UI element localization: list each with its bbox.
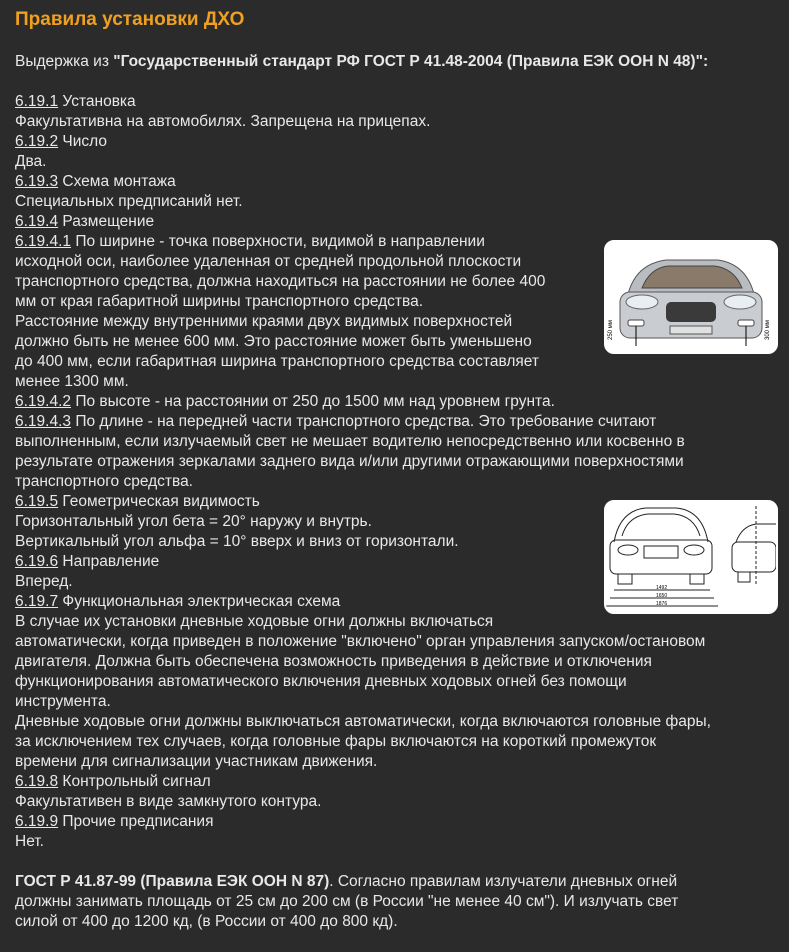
line-text: Нет. — [15, 833, 44, 850]
text-line — [15, 372, 595, 392]
source-title: Государственный стандарт РФ ГОСТ Р 41.48-2004 (Правила ЕЭК ООН N 48) — [120, 53, 696, 70]
section-link[interactable]: 6.19.4 — [15, 213, 59, 230]
line-text: за исключением тех случаев, когда головные фары включаются на короткий промежуток — [15, 733, 657, 750]
fig2-dim-c: 1876 — [656, 601, 668, 607]
line-text: Число — [58, 133, 107, 150]
text-line — [15, 612, 785, 632]
text-line — [15, 632, 785, 652]
line-text: двигателя. Должна быть обеспечена возможность приведения в действие и отключения — [15, 653, 652, 670]
text-line — [15, 332, 595, 352]
text-line — [15, 732, 785, 752]
line-text: По высоте - на расстоянии от 250 до 1500 мм над уровнем грунта. — [71, 393, 555, 410]
page-title: Правила установки ДХО — [15, 9, 245, 30]
fig1-dim-a: 250 мм — [608, 320, 614, 340]
line-text: По ширине - точка поверхности, видимой в направлении — [71, 233, 485, 250]
line-text: выполненным, если излучаемый свет не мешает водителю непосредственно или косвенно в — [15, 433, 685, 450]
car-front-illustration — [606, 242, 776, 352]
text-line — [15, 292, 595, 312]
line-text: Функциональная электрическая схема — [58, 593, 341, 610]
line-text: Факультативна на автомобилях. Запрещена на прицепах. — [15, 113, 431, 130]
line-text: Факультативен в виде замкнутого контура. — [15, 793, 322, 810]
line-text: Размещение — [58, 213, 155, 230]
line-text: Дневные ходовые огни должны выключаться автоматически, когда включаются головные фары, — [15, 713, 711, 730]
text-line — [15, 172, 785, 192]
text-line — [15, 392, 785, 412]
line-text: Контрольный сигнал — [58, 773, 211, 790]
text-line — [15, 252, 595, 272]
line-text: В случае их установки дневные ходовые огни должны включаться — [15, 613, 494, 630]
car-drawing-figure — [604, 500, 778, 614]
intro-prefix: Выдержка из — [15, 53, 114, 70]
line-text: до 400 мм, если габаритная ширина транспортного средства составляет — [15, 353, 539, 370]
car-front-figure — [604, 240, 778, 354]
fig2-dim-a: 1492 — [656, 585, 668, 591]
text-line — [15, 272, 595, 292]
line-text: По длине - на передней части транспортного средства. Это требование считают — [71, 413, 657, 430]
line-text: исходной оси, наиболее удаленная от средней продольной плоскости — [15, 253, 522, 270]
line-text: Два. — [15, 153, 47, 170]
section-link[interactable]: 6.19.4.1 — [15, 233, 72, 250]
text-line — [15, 452, 785, 472]
text-line — [15, 312, 595, 332]
line-text: Расстояние между внутренними краями двух видимых поверхностей — [15, 313, 513, 330]
line-text: инструмента. — [15, 693, 111, 710]
line-text: Установка — [58, 93, 136, 110]
section-link[interactable]: 6.19.1 — [15, 93, 59, 110]
line-text: автоматически, когда приведен в положение "включено" орган управления запуском/остановом — [15, 633, 706, 650]
text-line — [15, 652, 785, 672]
text-line — [15, 432, 785, 452]
text-line — [15, 152, 785, 172]
gost-87-title: ГОСТ Р 41.87-99 (Правила ЕЭК ООН N 87) — [15, 873, 330, 890]
line-text: времени для сигнализации участникам движения. — [15, 753, 378, 770]
line-text: Специальных предписаний нет. — [15, 193, 243, 210]
text-line — [15, 92, 785, 112]
text-line — [15, 352, 595, 372]
line-text: Направление — [58, 553, 160, 570]
quote-close: ": — [695, 53, 709, 70]
section-link[interactable]: 6.19.3 — [15, 173, 59, 190]
quote-open: " — [113, 53, 121, 70]
line-text: транспортного средства. — [15, 473, 193, 490]
line-text: Прочие предписания — [58, 813, 214, 830]
text-line — [15, 752, 785, 772]
text-line — [15, 132, 785, 152]
line-text: должно быть не менее 600 мм. Это расстояние может быть уменьшено — [15, 333, 532, 350]
line-text: менее 1300 мм. — [15, 373, 129, 390]
section-link[interactable]: 6.19.5 — [15, 493, 59, 510]
fig1-dim-b: 300 мм — [765, 320, 771, 340]
line-text: мм от края габаритной ширины транспортного средства. — [15, 293, 423, 310]
line-text: Геометрическая видимость — [58, 493, 260, 510]
gost-87-line-3: силой от 400 до 1200 кд, (в России от 400 до 800 кд). — [15, 913, 398, 930]
section-link[interactable]: 6.19.4.2 — [15, 393, 72, 410]
gost-87-line-2: должны занимать площадь от 25 см до 200 см (в России "не менее 40 см"). И излучать свет — [15, 893, 679, 910]
line-text: результате отражения зеркалами заднего вида и/или другими отражающими поверхностями — [15, 453, 684, 470]
gost-87-paragraph — [15, 872, 785, 932]
text-line — [15, 212, 785, 232]
line-text: Схема монтажа — [58, 173, 176, 190]
text-line — [15, 772, 785, 792]
text-line — [15, 692, 785, 712]
line-text: Вперед. — [15, 573, 73, 590]
fig2-dim-b: 1650 — [656, 593, 668, 599]
text-line — [15, 472, 785, 492]
intro-source — [113, 53, 708, 70]
section-link[interactable]: 6.19.4.3 — [15, 413, 72, 430]
section-link[interactable]: 6.19.2 — [15, 133, 59, 150]
car-technical-drawing — [606, 502, 776, 612]
intro-paragraph — [15, 52, 785, 72]
line-text: Вертикальный угол альфа = 10° вверх и вниз от горизонтали. — [15, 533, 459, 550]
text-line — [15, 112, 785, 132]
text-line — [15, 192, 785, 212]
section-link[interactable]: 6.19.9 — [15, 813, 59, 830]
section-link[interactable]: 6.19.7 — [15, 593, 59, 610]
text-line — [15, 792, 785, 812]
line-text: функционирования автоматического включения дневных ходовых огней без помощи — [15, 673, 627, 690]
section-link[interactable]: 6.19.8 — [15, 773, 59, 790]
text-line — [15, 832, 785, 852]
line-text: Горизонтальный угол бета = 20° наружу и внутрь. — [15, 513, 372, 530]
text-line — [15, 412, 785, 432]
text-line — [15, 812, 785, 832]
section-link[interactable]: 6.19.6 — [15, 553, 59, 570]
gost-87-line-1: . Согласно правилам излучатели дневных огней — [329, 873, 678, 890]
text-line — [15, 232, 595, 252]
line-text: транспортного средства, должна находиться на расстоянии не более 400 — [15, 273, 546, 290]
text-line — [15, 672, 785, 692]
text-line — [15, 712, 785, 732]
regulations-text — [15, 92, 785, 852]
